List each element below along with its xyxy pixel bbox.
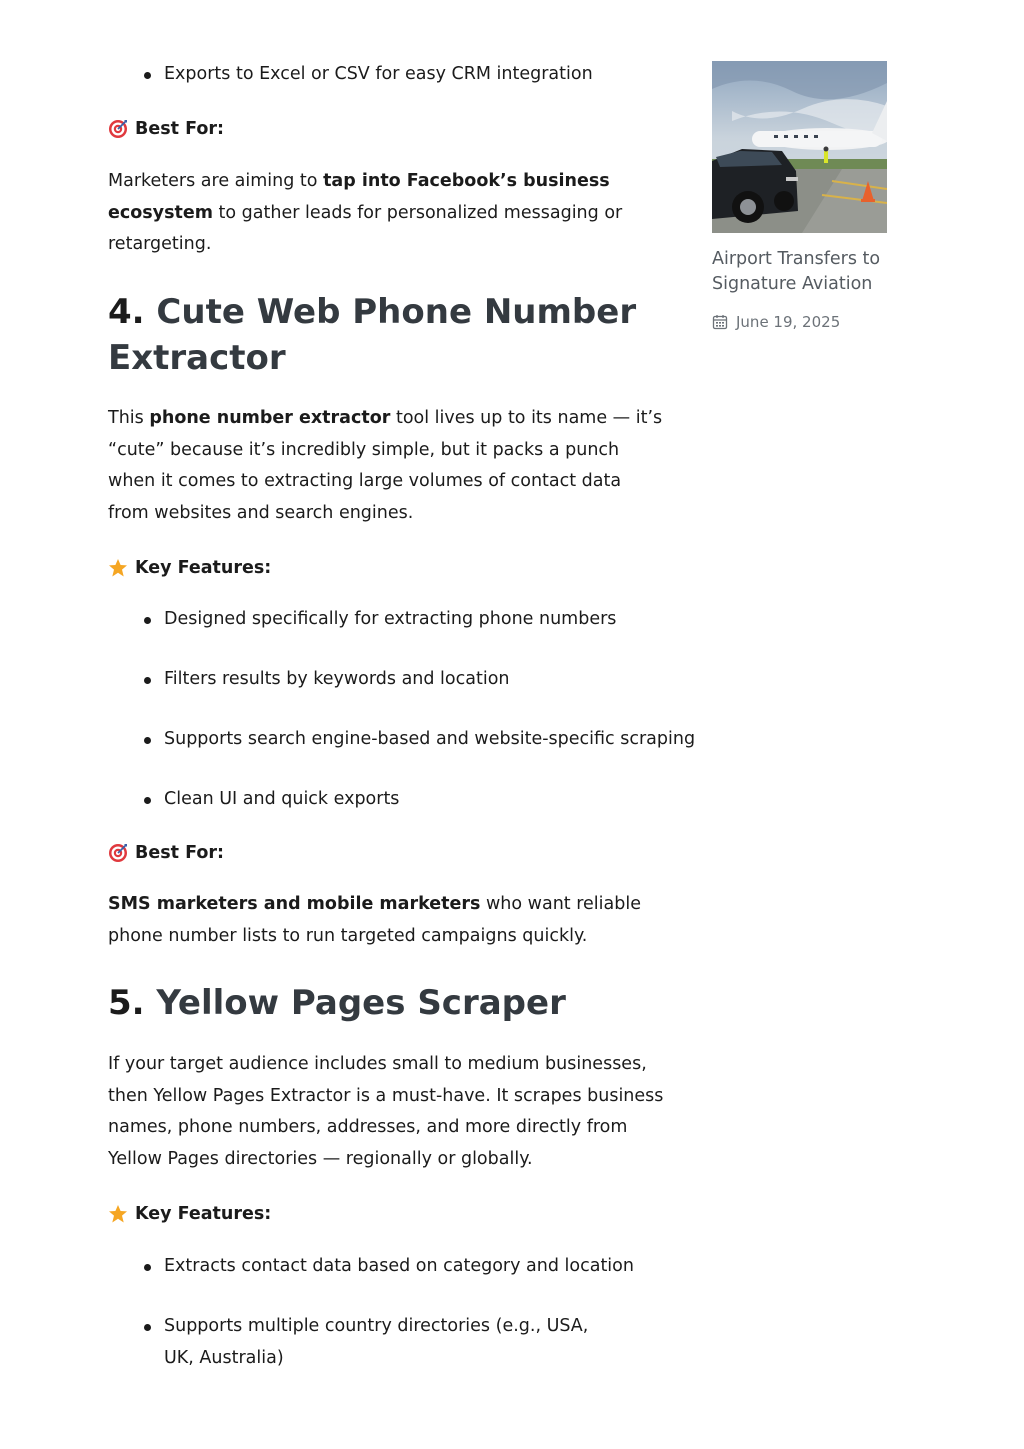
- star-icon: [108, 1204, 128, 1224]
- list-item: Filters results by keywords and location: [108, 664, 708, 696]
- section-intro: If your target audience includes small to medium businesses, then Yellow Pages Extractor is a must-have. It scrapes business names, phone numbers, addresses, and more directly from Yellow Pages directories — regionally or globally.: [108, 1054, 664, 1169]
- section-intro: This phone number extractor tool lives up to its name — it’s “cute” because it’s incredibly simple, but it packs a punch when it comes to extracting large volumes of contact data from websites and search engines.: [108, 408, 663, 523]
- feature-list: [108, 1251, 664, 1374]
- key-features-label: Key Features:: [108, 555, 271, 581]
- key-features-label: Key Features:: [108, 1201, 271, 1227]
- post-date: June 19, 2025: [712, 313, 912, 331]
- list-item: Exports to Excel or CSV for easy CRM integration: [108, 59, 664, 91]
- best-for-label: Best For:: [108, 116, 224, 142]
- star-icon: [108, 558, 128, 578]
- best-for-text: Marketers are aiming to tap into Facebook’s business ecosystem to gather leads for personalized messaging or retargeting.: [108, 171, 623, 254]
- list-item: Supports search engine-based and website-specific scraping: [108, 724, 708, 756]
- target-icon: [108, 843, 128, 863]
- section-heading: 4. Cute Web Phone Number Extractor: [108, 292, 637, 378]
- list-item: Clean UI and quick exports: [108, 784, 708, 816]
- best-for-label: Best For:: [108, 840, 224, 866]
- calendar-icon: [712, 314, 728, 330]
- section-heading: 5. Yellow Pages Scraper: [108, 983, 566, 1023]
- best-for-text: SMS marketers and mobile marketers who want reliable phone number lists to run targeted campaigns quickly.: [108, 894, 641, 946]
- list-item: Supports multiple country directories (e.g., USA, UK, Australia): [108, 1311, 664, 1374]
- target-icon: [108, 119, 128, 139]
- post-thumbnail[interactable]: [712, 61, 887, 233]
- feature-list: [108, 59, 664, 91]
- feature-list: [108, 604, 708, 816]
- list-item: Designed specifically for extracting phone numbers: [108, 604, 708, 636]
- post-title-link[interactable]: Airport Transfers to Signature Aviation: [712, 249, 881, 294]
- list-item: Extracts contact data based on category and location: [108, 1251, 664, 1283]
- sidebar-recent-post: [712, 61, 912, 331]
